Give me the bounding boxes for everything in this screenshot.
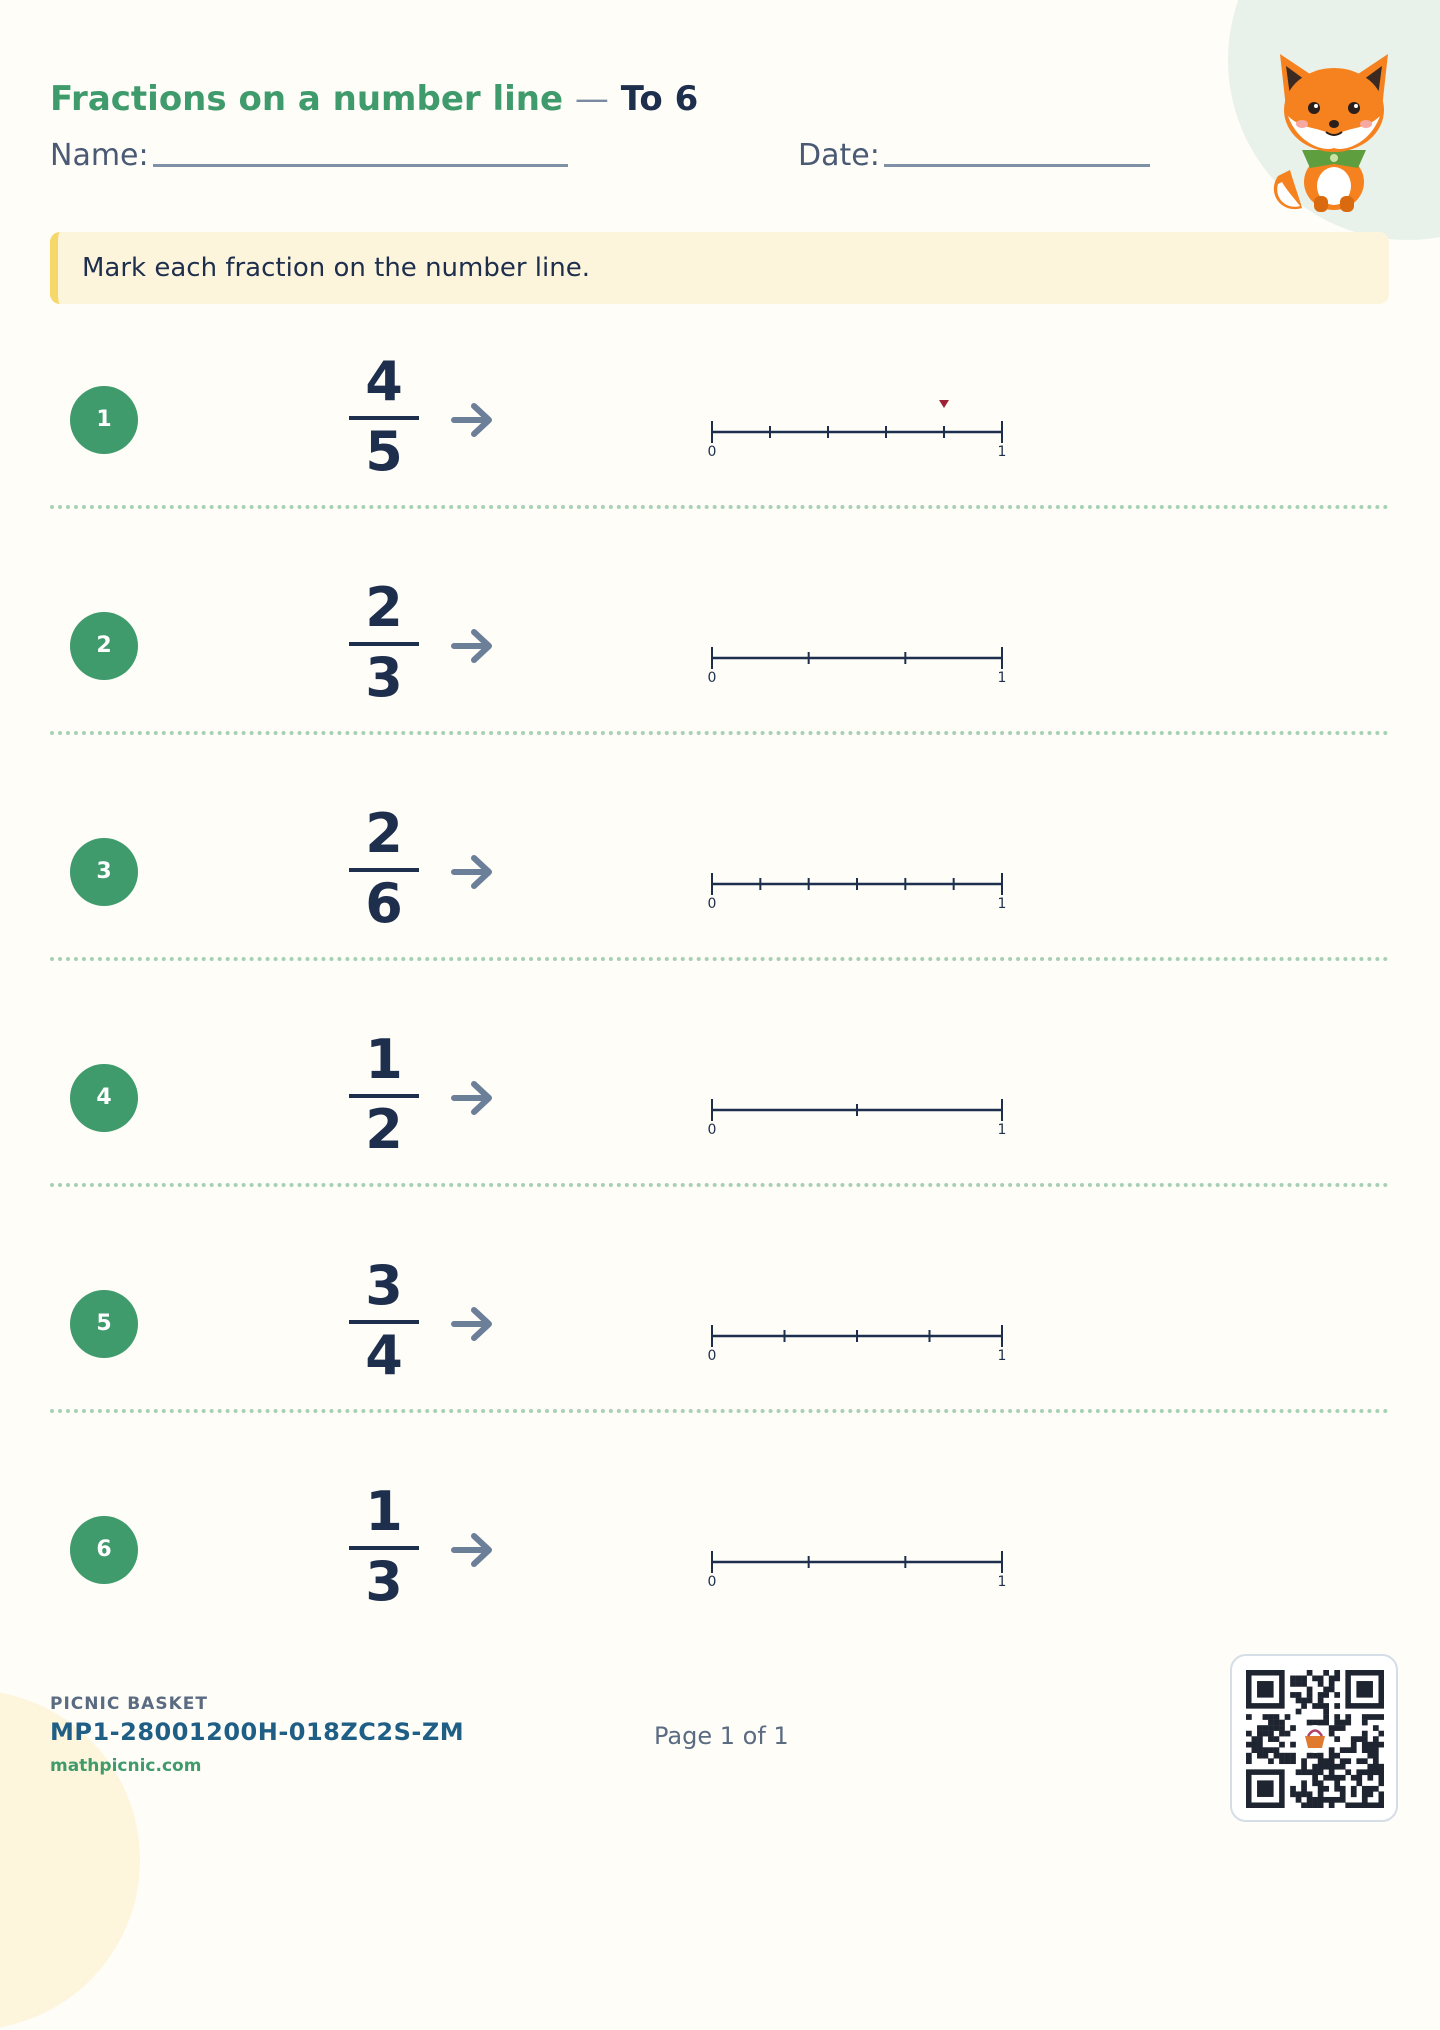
fraction xyxy=(348,1030,420,1160)
fraction-denominator: 5 xyxy=(365,420,403,483)
number-line-start-label: 0 xyxy=(707,1574,717,1590)
problem-row xyxy=(0,544,1440,770)
site-link[interactable]: mathpicnic.com xyxy=(50,1756,202,1776)
number-line-end-label: 1 xyxy=(997,1348,1007,1364)
fraction-numerator: 2 xyxy=(365,802,403,865)
problem-number-badge: 5 xyxy=(70,1290,138,1358)
fraction-denominator: 3 xyxy=(365,646,403,709)
name-label: Name: xyxy=(50,138,149,173)
problem-row xyxy=(0,318,1440,544)
number-line-start-label: 0 xyxy=(707,444,717,460)
number-line-start-label: 0 xyxy=(707,670,717,686)
fraction-denominator: 2 xyxy=(365,1098,403,1161)
fraction-numerator: 1 xyxy=(365,1028,403,1091)
title-level: To 6 xyxy=(620,79,699,119)
brand-label: PICNIC BASKET xyxy=(50,1694,208,1714)
qr-code-icon xyxy=(1246,1670,1384,1808)
arrow-right-icon xyxy=(450,1530,496,1570)
problem-row xyxy=(0,996,1440,1222)
fraction-numerator: 3 xyxy=(365,1254,403,1317)
problem-row xyxy=(0,770,1440,996)
problem-number-badge: 3 xyxy=(70,838,138,906)
worksheet-title xyxy=(50,74,698,124)
number-line[interactable] xyxy=(700,1292,1010,1362)
number-line[interactable] xyxy=(700,388,1010,458)
fraction xyxy=(348,578,420,708)
arrow-right-icon xyxy=(450,1078,496,1118)
fraction xyxy=(348,1482,420,1612)
row-divider xyxy=(50,1183,1389,1187)
fraction-denominator: 3 xyxy=(365,1550,403,1613)
date-label: Date: xyxy=(798,138,880,173)
arrow-right-icon xyxy=(450,626,496,666)
number-line-end-label: 1 xyxy=(997,1574,1007,1590)
number-line[interactable] xyxy=(700,1518,1010,1588)
worksheet-code: MP1-28001200H-018ZC2S-ZM xyxy=(50,1718,465,1746)
number-line-start-label: 0 xyxy=(707,1122,717,1138)
row-divider xyxy=(50,957,1389,961)
fraction-denominator: 6 xyxy=(365,872,403,935)
arrow-right-icon xyxy=(450,400,496,440)
problem-row xyxy=(0,1222,1440,1448)
problem-number-badge: 6 xyxy=(70,1516,138,1584)
number-line[interactable] xyxy=(700,614,1010,684)
problem-number-badge: 1 xyxy=(70,386,138,454)
fraction xyxy=(348,352,420,482)
number-line-start-label: 0 xyxy=(707,896,717,912)
arrow-right-icon xyxy=(450,852,496,892)
basket-icon xyxy=(1305,1736,1325,1748)
number-line-end-label: 1 xyxy=(997,670,1007,686)
marker-triangle-icon xyxy=(939,400,949,408)
page-number: Page 1 of 1 xyxy=(654,1722,789,1750)
fraction xyxy=(348,804,420,934)
fraction xyxy=(348,1256,420,1386)
name-field[interactable] xyxy=(153,164,568,167)
fraction-numerator: 4 xyxy=(365,350,403,413)
row-divider xyxy=(50,505,1389,509)
row-divider xyxy=(50,731,1389,735)
problem-row xyxy=(0,1448,1440,1674)
arrow-right-icon xyxy=(450,1304,496,1344)
fraction-denominator: 4 xyxy=(365,1324,403,1387)
number-line-end-label: 1 xyxy=(997,444,1007,460)
title-separator: — xyxy=(574,79,609,119)
fraction-numerator: 1 xyxy=(365,1480,403,1543)
date-field[interactable] xyxy=(884,164,1150,167)
row-divider xyxy=(50,1409,1389,1413)
problem-number-badge: 4 xyxy=(70,1064,138,1132)
number-line-end-label: 1 xyxy=(997,1122,1007,1138)
number-line-start-label: 0 xyxy=(707,1348,717,1364)
number-line[interactable] xyxy=(700,840,1010,910)
fraction-numerator: 2 xyxy=(365,576,403,639)
title-main: Fractions on a number line xyxy=(50,79,564,119)
number-line[interactable] xyxy=(700,1066,1010,1136)
problem-number-badge: 2 xyxy=(70,612,138,680)
fox-mascot-icon xyxy=(1268,44,1400,214)
number-line-end-label: 1 xyxy=(997,896,1007,912)
instruction-banner: Mark each fraction on the number line. xyxy=(50,232,1389,304)
qr-code xyxy=(1230,1654,1398,1822)
